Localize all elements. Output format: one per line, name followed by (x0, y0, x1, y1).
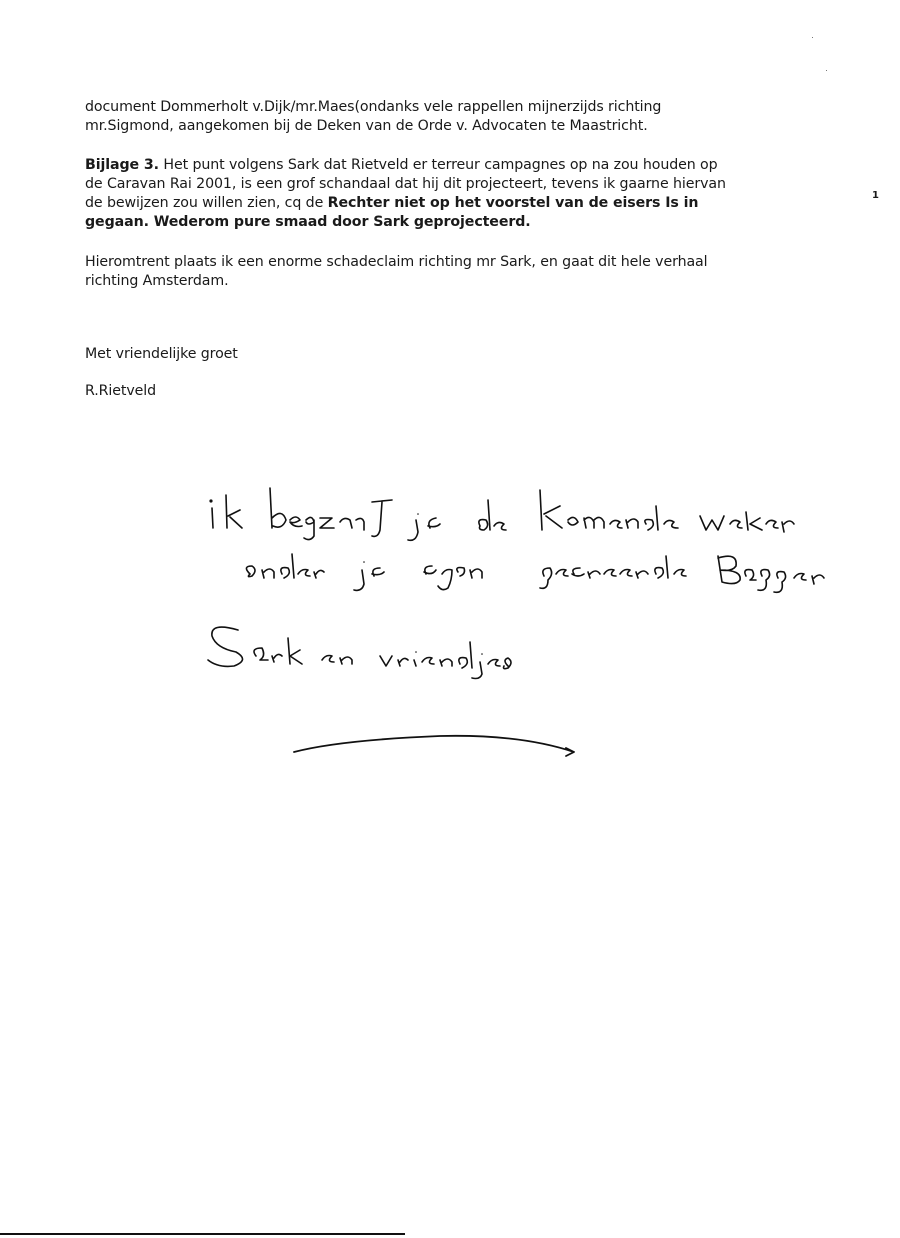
bottom-scan-edge-line (0, 1233, 405, 1235)
bijlage-label: Bijlage 3. (85, 157, 159, 173)
signature-name: R.Rietveld (85, 383, 157, 399)
handwriting-line-3 (208, 627, 511, 678)
text-segment: de bewijzen zou willen zien, cq de (85, 195, 328, 211)
handwritten-underline (294, 736, 574, 756)
text-line: de Caravan Rai 2001, is een grof schandaal dat hij dit projecteert, tevens ik gaarne hiervan (85, 176, 726, 192)
handwriting-line-2 (246, 554, 824, 592)
text-line (85, 194, 785, 213)
text-line: richting Amsterdam. (85, 273, 229, 289)
paragraph-document-reference (85, 98, 785, 136)
paragraph-bijlage-3 (85, 156, 785, 232)
handwritten-note-drawing (190, 470, 850, 770)
handwritten-note (190, 470, 850, 770)
closing-greeting: Met vriendelijke groet (85, 346, 238, 362)
paragraph-schadeclaim (85, 253, 785, 291)
text-segment: Het punt volgens Sark dat Rietveld er terreur campagnes op na zou houden op (158, 157, 718, 173)
text-line: document Dommerholt v.Dijk/mr.Maes(ondanks vele rappellen mijnerzijds richting (85, 99, 662, 115)
page-number: 1 (872, 190, 879, 201)
bold-text-line: gegaan. Wederom pure smaad door Sark geprojecteerd. (85, 214, 531, 230)
text-line: mr.Sigmond, aangekomen bij de Deken van de Orde v. Advocaten te Maastricht. (85, 118, 648, 134)
handwriting-line-1 (210, 488, 794, 540)
text-line (85, 156, 785, 175)
text-line: Hieromtrent plaats ik een enorme schadeclaim richting mr Sark, en gaat dit hele verhaal (85, 254, 708, 270)
scan-speck (826, 70, 827, 71)
bold-text-segment: Rechter niet op het voorstel van de eisers Is in (327, 195, 699, 211)
scan-speck (812, 37, 813, 38)
